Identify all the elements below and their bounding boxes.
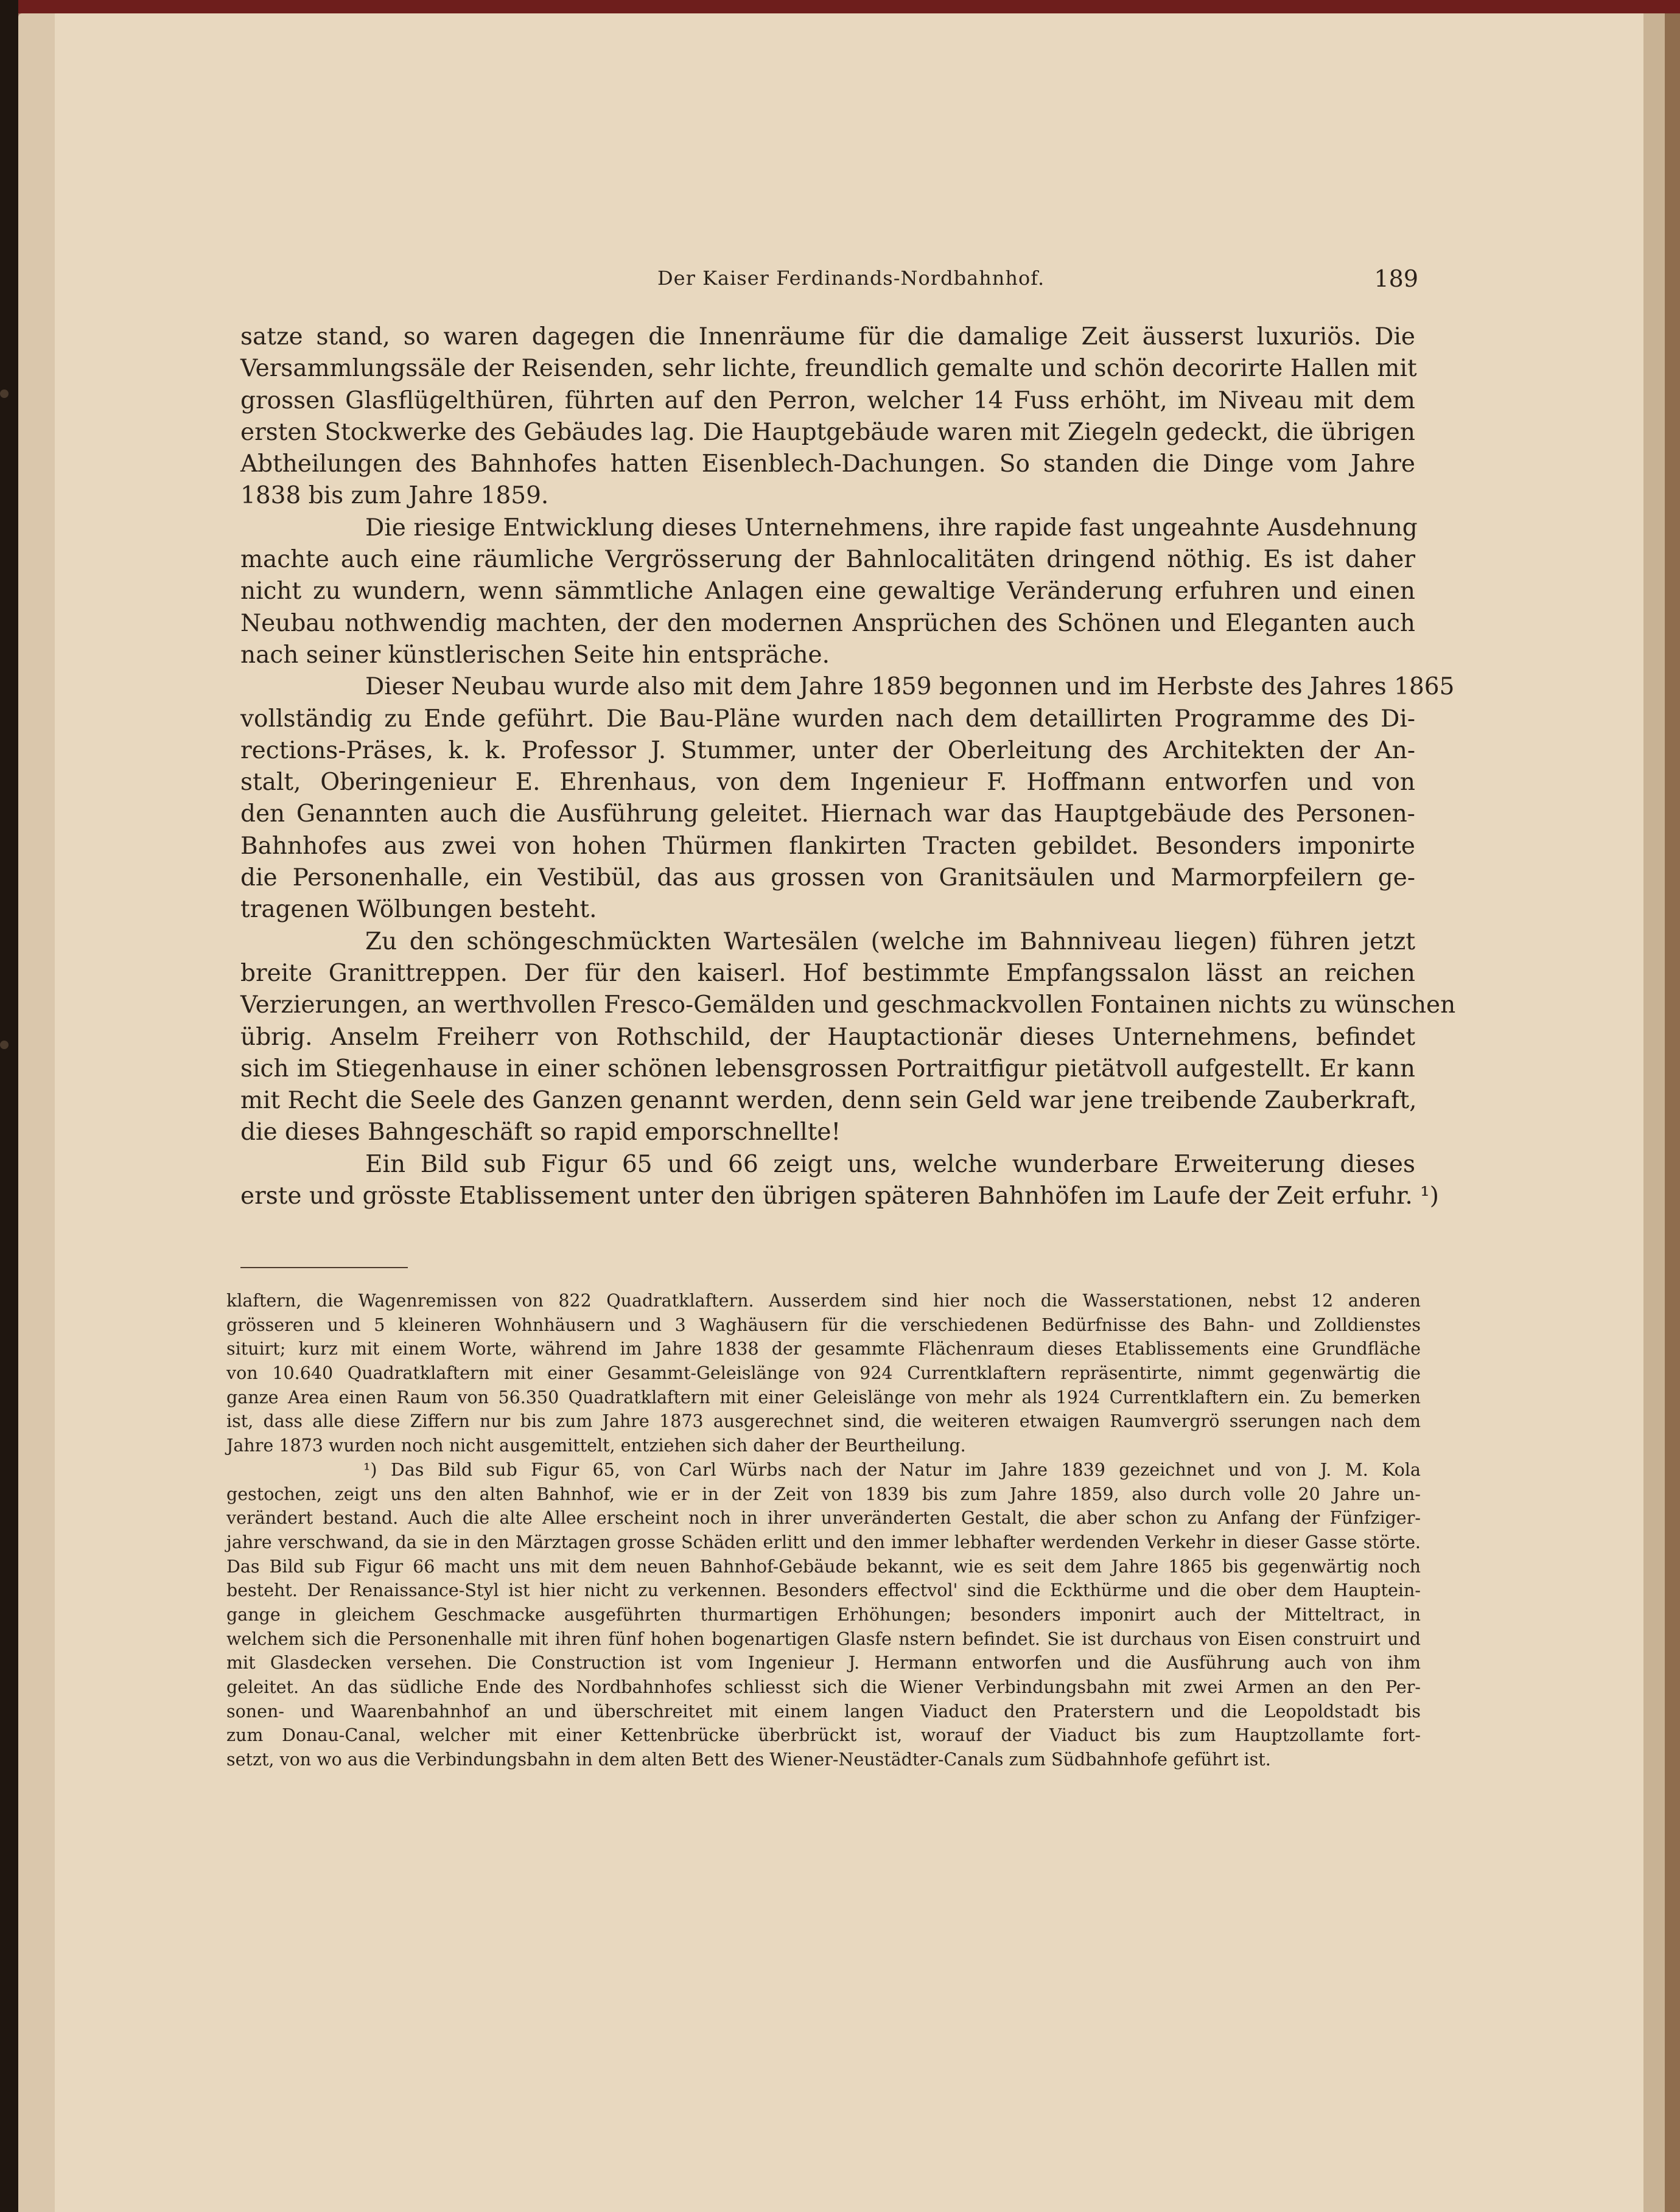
footnote-line: ganze Area einen Raum von 56.350 Quadratklaftern mit einer Geleislänge von mehr als 1924 Currentklaftern ein. Zu bemerken <box>226 1387 1421 1408</box>
footnote-line: gange in gleichem Geschmacke ausgeführten thurmartigen Erhöhungen; besonders imponirt auch der Mitteltract, in <box>226 1604 1421 1625</box>
footnote-line: Jahre 1873 wurden noch nicht ausgemittelt, entziehen sich daher der Beurtheilung. <box>226 1436 966 1456</box>
book-binding-edge <box>0 0 18 2212</box>
footnote-line: gestochen, zeigt uns den alten Bahnhof, wie er in der Zeit von 1839 bis zum Jahre 1859, also durch volle 20 Jahre un- <box>226 1484 1421 1504</box>
text-line: rections-Präses, k. k. Professor J. Stummer, unter der Oberleitung des Architekten der An- <box>240 736 1415 764</box>
running-head: Der Kaiser Ferdinands-Nordbahnhof. <box>657 267 1045 290</box>
footnotes <box>226 1289 1421 1772</box>
footnote-rule <box>240 1267 408 1268</box>
main-text <box>240 321 1456 1212</box>
footnote-line: besteht. Der Renaissance-Styl ist hier nicht zu verkennen. Besonders effectvol' sind die Eckthürme und die ober dem Hauptein- <box>226 1580 1421 1601</box>
text-line: tragenen Wölbungen besteht. <box>240 896 597 924</box>
text-line: grossen Glasflügelthüren, führten auf den Perron, welcher 14 Fuss erhöht, im Niveau mit dem <box>240 386 1415 414</box>
binding-hole <box>0 389 9 398</box>
text-line: Versammlungssäle der Reisenden, sehr lichte, freundlich gemalte und schön decorirte Hallen mit <box>240 355 1417 383</box>
footnote-line: jahre verschwand, da sie in den Märztagen grosse Schäden erlitt und den immer lebhafter werdenden Verkehr in dieser Gasse störte. <box>226 1532 1421 1552</box>
text-line: nach seiner künstlerischen Seite hin entspräche. <box>240 641 830 669</box>
text-line: Bahnhofes aus zwei von hohen Thürmen flankirten Tracten gebildet. Besonders imponirte <box>240 832 1415 860</box>
footnote-line: verändert bestand. Auch die alte Allee erscheint noch in ihrer unveränderten Gestalt, die aber schon zu Anfang der Fünfziger- <box>226 1508 1421 1529</box>
book-cover-edge <box>1665 13 1680 2212</box>
text-line: machte auch eine räumliche Vergrösserung der Bahnlocalitäten dringend nöthig. Es ist daher <box>240 546 1415 574</box>
text-line: stalt, Oberingenieur E. Ehrenhaus, von dem Ingenieur F. Hoffmann entworfen und von <box>240 769 1415 797</box>
footnote-line: ist, dass alle diese Ziffern nur bis zum Jahre 1873 ausgerechnet sind, die weiteren etwaigen Raumvergrö sserungen nach dem <box>226 1411 1421 1432</box>
text-line: 1838 bis zum Jahre 1859. <box>240 482 549 510</box>
footnote-line: zum Donau-Canal, welcher mit einer Kettenbrücke überbrückt ist, worauf der Viaduct bis zum Hauptzollamte fort- <box>226 1725 1421 1746</box>
footnote-line: situirt; kurz mit einem Worte, während im Jahre 1838 der gesammte Flächenraum dieses Etablissements eine Grundfläche <box>226 1339 1421 1359</box>
binding-hole <box>0 1041 9 1049</box>
footnote-line: grösseren und 5 kleineren Wohnhäusern und 3 Waghäusern für die verschiedenen Bedürfnisse des Bahn- und Zolldienstes <box>226 1314 1421 1335</box>
text-line: die dieses Bahngeschäft so rapid emporschnellte! <box>240 1118 841 1146</box>
text-line: übrig. Anselm Freiherr von Rothschild, der Hauptactionär dieses Unternehmens, befindet <box>240 1023 1415 1051</box>
text-line: Zu den schöngeschmückten Wartesälen (welche im Bahnniveau liegen) führen jetzt <box>365 927 1415 955</box>
gutter-shadow <box>18 13 55 2212</box>
footnote-line: klaftern, die Wagenremissen von 822 Quadratklaftern. Ausserdem sind hier noch die Wasserstationen, nebst 12 anderen <box>226 1291 1421 1311</box>
text-line: Dieser Neubau wurde also mit dem Jahre 1859 begonnen und im Herbste des Jahres 1865 <box>365 673 1455 701</box>
page-header <box>243 267 1418 303</box>
footnote-line: setzt, von wo aus die Verbindungsbahn in dem alten Bett des Wiener-Neustädter-Canals zum Südbahnhofe geführt ist. <box>226 1750 1271 1770</box>
text-line: die Personenhalle, ein Vestibül, das aus grossen von Granitsäulen und Marmorpfeilern ge- <box>240 864 1415 892</box>
text-line: Abtheilungen des Bahnhofes hatten Eisenblech-Dachungen. So standen die Dinge vom Jahre <box>240 450 1415 478</box>
text-line: Verzierungen, an werthvollen Fresco-Gemälden und geschmackvollen Fontainen nichts zu wünschen <box>240 991 1456 1019</box>
text-line: Neubau nothwendig machten, der den modernen Ansprüchen des Schönen und Eleganten auch <box>240 609 1415 637</box>
text-line: vollständig zu Ende geführt. Die Bau-Pläne wurden nach dem detaillirten Programme des Di- <box>240 705 1415 733</box>
footnote-line: sonen- und Waarenbahnhof an und überschreitet mit einem langen Viaduct den Praterstern und die Leopoldstadt bis <box>226 1701 1421 1722</box>
text-line: satze stand, so waren dagegen die Innenräume für die damalige Zeit äusserst luxuriös. Die <box>240 323 1415 351</box>
footnote-line: geleitet. An das südliche Ende des Nordbahnhofes schliesst sich die Wiener Verbindungsbahn mit zwei Armen an den Per- <box>226 1677 1421 1697</box>
footnote-line: ¹) Das Bild sub Figur 65, von Carl Würbs nach der Natur im Jahre 1839 gezeichnet und von J. M. Kola <box>363 1459 1421 1480</box>
footnote-line: von 10.640 Quadratklaftern mit einer Gesammt-Geleislänge von 924 Currentklaftern repräsentirte, nimmt gegenwärtig die <box>226 1363 1421 1384</box>
footnote-line: Das Bild sub Figur 66 macht uns mit dem neuen Bahnhof-Gebäude bekannt, wie es seit dem Jahre 1865 bis gegenwärtig noch <box>226 1556 1421 1577</box>
text-line: ersten Stockwerke des Gebäudes lag. Die Hauptgebäude waren mit Ziegeln gedeckt, die übrigen <box>240 418 1415 446</box>
text-line: erste und grösste Etablissement unter den übrigen späteren Bahnhöfen im Laufe der Zeit erfuhr. ¹) <box>240 1182 1439 1210</box>
text-line: mit Recht die Seele des Ganzen genannt werden, denn sein Geld war jene treibende Zauberkraft, <box>240 1087 1417 1115</box>
footnote-line: mit Glasdecken versehen. Die Construction ist vom Ingenieur J. Hermann entworfen und die Ausführung auch von ihm <box>226 1653 1421 1673</box>
footnote-line: welchem sich die Personenhalle mit ihren fünf hohen bogenartigen Glasfe nstern befindet. Sie ist durchaus von Eisen construirt und <box>226 1628 1421 1649</box>
text-line: nicht zu wundern, wenn sämmtliche Anlagen eine gewaltige Veränderung erfuhren und einen <box>240 577 1415 605</box>
text-line: den Genannten auch die Ausführung geleitet. Hiernach war das Hauptgebäude des Personen- <box>240 800 1415 828</box>
text-line: Die riesige Entwicklung dieses Unternehmens, ihre rapide fast ungeahnte Ausdehnung <box>365 514 1418 542</box>
text-line: sich im Stiegenhause in einer schönen lebensgrossen Portraitfigur pietätvoll aufgestellt. Er kann <box>240 1055 1415 1083</box>
text-line: breite Granittreppen. Der für den kaiserl. Hof bestimmte Empfangssalon lässt an reichen <box>240 959 1415 987</box>
text-line: Ein Bild sub Figur 65 und 66 zeigt uns, welche wunderbare Erweiterung dieses <box>365 1150 1415 1178</box>
page-number: 189 <box>1374 265 1418 292</box>
